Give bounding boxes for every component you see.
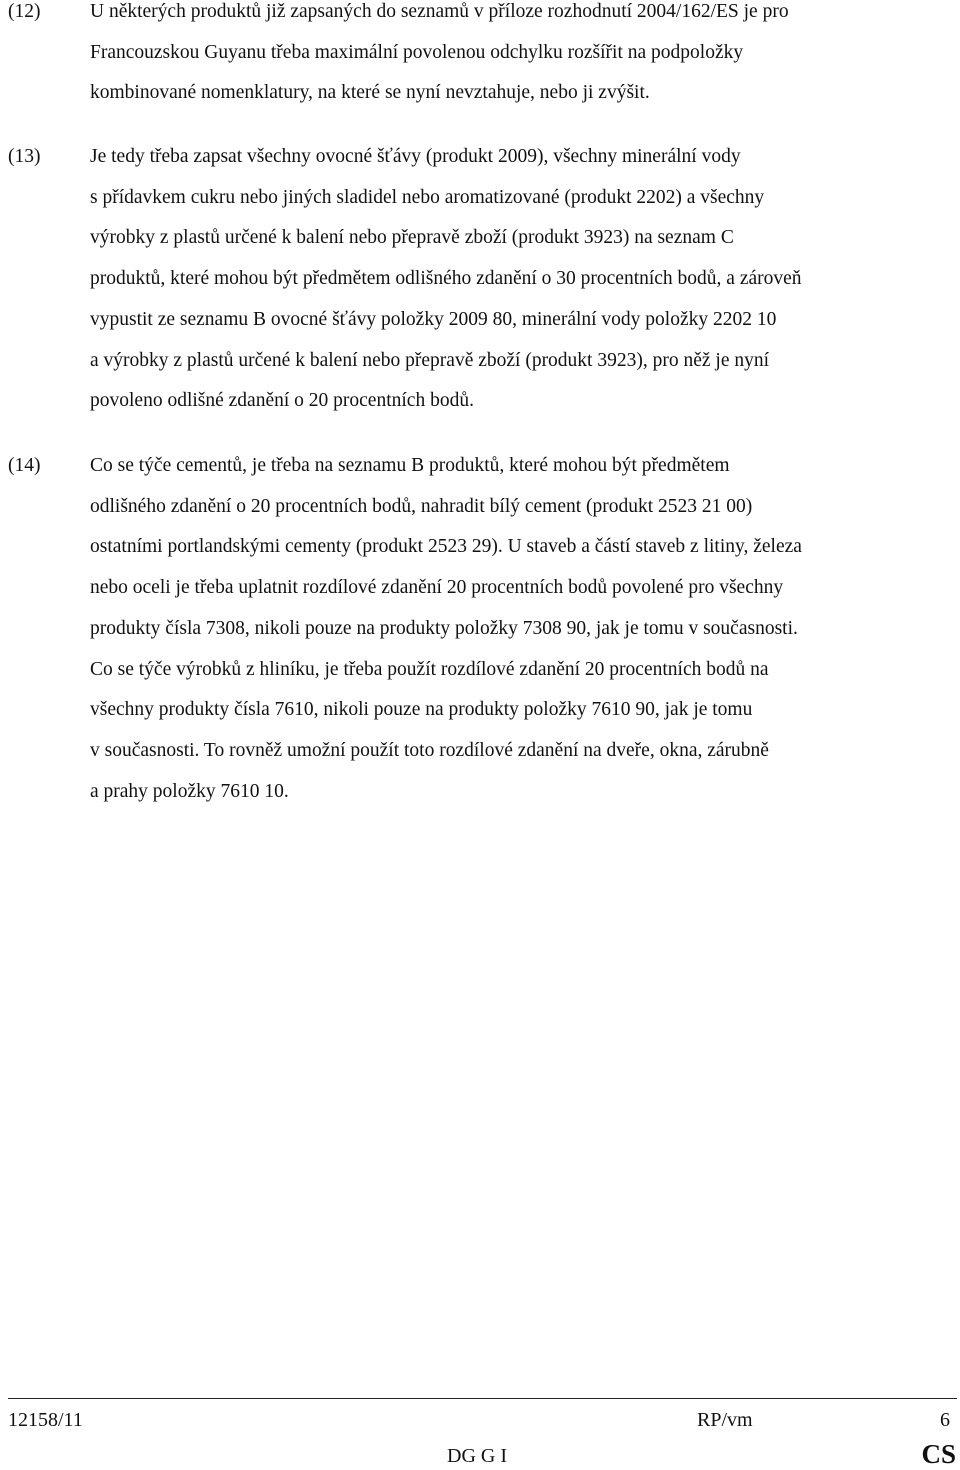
paragraph-line: výrobky z plastů určené k balení nebo přepravě zboží (produkt 3923) na seznam C	[90, 227, 734, 249]
paragraph-line: v současnosti. To rovněž umožní použít toto rozdílové zdanění na dveře, okna, zárubně	[90, 739, 769, 761]
paragraph-line: Je tedy třeba zapsat všechny ovocné šťávy (produkt 2009), všechny minerální vody	[90, 146, 741, 167]
paragraph-line: a výrobky z plastů určené k balení nebo přepravě zboží (produkt 3923), pro něž je nyní	[90, 349, 770, 371]
paragraph-line: Francouzskou Guyanu třeba maximální povolenou odchylku rozšířit na podpoložky	[90, 41, 744, 63]
paragraph-line: U některých produktů již zapsaných do seznamů v příloze rozhodnutí 2004/162/ES je pro	[90, 1, 789, 22]
paragraph-line: ostatními portlandskými cementy (produkt 2523 29). U staveb a částí staveb z litiny, železa	[90, 536, 802, 558]
paragraph-number: (14)	[8, 455, 41, 476]
paragraph-line: nebo oceli je třeba uplatnit rozdílové zdanění 20 procentních bodů povolené pro všechny	[90, 577, 784, 599]
footer-divider	[8, 1398, 957, 1399]
paragraph-line: povoleno odlišné zdanění o 20 procentních bodů.	[90, 390, 474, 412]
paragraph-number: (12)	[8, 1, 41, 22]
paragraph-line: a prahy položky 7610 10.	[90, 780, 289, 802]
paragraph-number: (13)	[8, 146, 41, 167]
paragraph-line: s přídavkem cukru nebo jiných sladidel nebo aromatizované (produkt 2202) a všechny	[90, 186, 765, 208]
paragraph-line: Co se týče cementů, je třeba na seznamu B produktů, které mohou být předmětem	[90, 455, 730, 476]
paragraph-line: produktů, které mohou být předmětem odlišného zdanění o 30 procentních bodů, a zároveň	[90, 268, 802, 290]
doc-number: 12158/11	[8, 1409, 83, 1431]
paragraph-line: produkty čísla 7308, nikoli pouze na produkty položky 7308 90, jak je tomu v současnosti.	[90, 617, 798, 639]
language-code: CS	[921, 1439, 956, 1469]
directorate: DG G I	[447, 1445, 507, 1467]
paragraph-line: Co se týče výrobků z hliníku, je třeba použít rozdílové zdanění 20 procentních bodů na	[90, 658, 769, 680]
paragraph-line: vypustit ze seznamu B ovocné šťávy položky 2009 80, minerální vody položky 2202 10	[90, 308, 777, 330]
paragraph-line: všechny produkty čísla 7610, nikoli pouze na produkty položky 7610 90, jak je tomu	[90, 699, 753, 721]
author-code: RP/vm	[697, 1409, 753, 1431]
paragraph-line: kombinované nomenklatury, na které se nyní nevztahuje, nebo ji zvýšit.	[90, 82, 650, 104]
page-number: 6	[940, 1409, 950, 1431]
paragraph-line: odlišného zdanění o 20 procentních bodů, nahradit bílý cement (produkt 2523 21 00)	[90, 495, 753, 517]
